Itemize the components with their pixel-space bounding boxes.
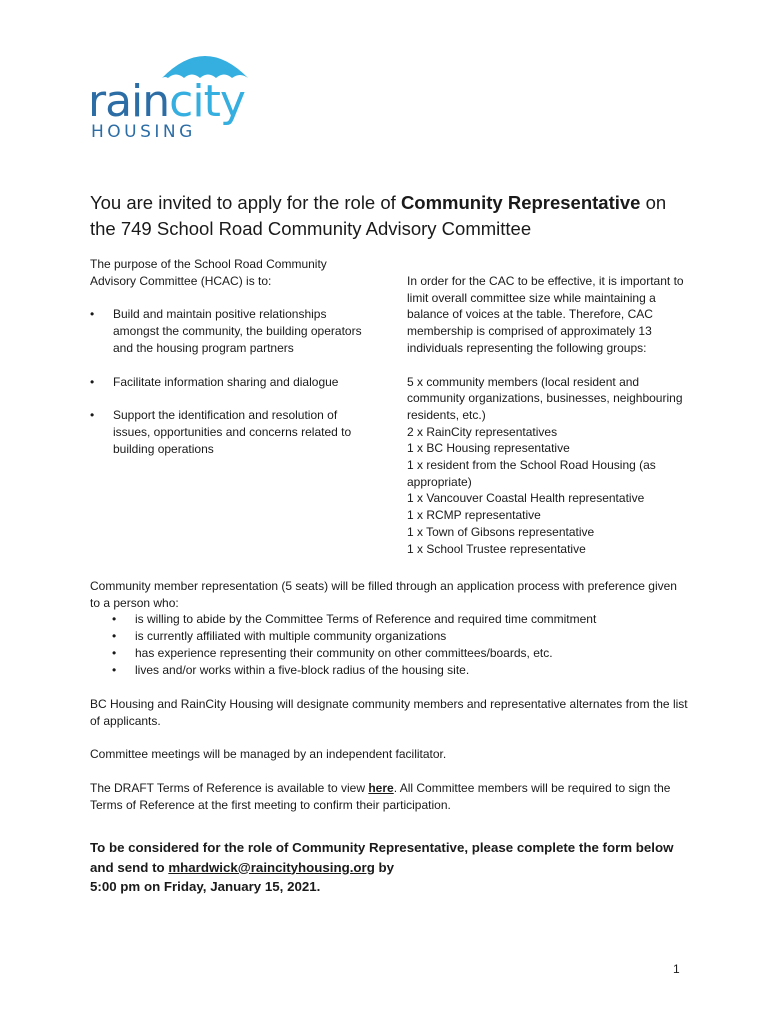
purpose-item: • Build and maintain positive relationships amongst the community, the building operators and the housing program partners <box>90 306 370 356</box>
membership-group: 5 x community members (local resident and community organizations, businesses, neighbouring residents, etc.) <box>407 374 683 422</box>
community-intro: Community member representation (5 seats) will be filled through an application process with preference given to a person who: <box>90 579 677 610</box>
membership-group: 2 x RainCity representatives <box>407 424 558 439</box>
designate-paragraph: BC Housing and RainCity Housing will designate community members and representative alternates from the list of applicants. <box>90 697 688 728</box>
page-title: You are invited to apply for the role of Community Representative on the 749 School Road Community Advisory Committee <box>90 192 667 239</box>
membership-group: 1 x Town of Gibsons representative <box>407 524 595 539</box>
logo-subtitle: HOUSING <box>91 122 196 142</box>
membership-group: 1 x RCMP representative <box>407 508 541 523</box>
call-to-action <box>90 838 690 897</box>
purpose-item: • Support the identification and resolution of issues, opportunities and concerns related to building operations <box>90 407 370 457</box>
logo-wordmark: raincity <box>88 76 245 127</box>
membership-group: 1 x BC Housing representative <box>407 441 570 456</box>
purpose-section <box>90 256 370 457</box>
community-criterion: • lives and/or works within a five-block radius of the housing site. <box>90 662 690 679</box>
membership-intro: In order for the CAC to be effective, it is important to limit overall committee size while maintaining a balance of voices at the table. Therefore, CAC membership is comprised of approximately 13 individuals representing the following groups: <box>407 274 684 355</box>
draft-paragraph: The DRAFT Terms of Reference is available to view here. All Committee members will be required to sign the Terms of Reference at the first meeting to confirm their participation. <box>90 781 671 812</box>
title-role: Community Representative <box>400 192 641 213</box>
email-link[interactable]: mhardwick@raincityhousing.org <box>168 859 375 875</box>
membership-group: 1 x School Trustee representative <box>407 541 586 556</box>
community-criterion: • is willing to abide by the Committee Terms of Reference and required time commitment <box>90 611 690 628</box>
raincity-housing-logo <box>86 44 246 144</box>
meetings-paragraph: Committee meetings will be managed by an independent facilitator. <box>90 747 447 761</box>
community-section <box>90 578 690 678</box>
page-number: 1 <box>673 962 680 976</box>
cta-line-1: To be considered for the role of Community Representative, please complete the form below <box>90 840 674 855</box>
terms-of-reference-link[interactable]: here <box>368 781 394 795</box>
cta-line-2: and send to mhardwick@raincityhousing.org by <box>90 859 395 875</box>
community-criterion: • is currently affiliated with multiple community organizations <box>90 628 690 645</box>
membership-group: 1 x resident from the School Road Housing (as appropriate) <box>407 458 656 489</box>
membership-group: 1 x Vancouver Coastal Health representative <box>407 491 645 506</box>
purpose-item: • Facilitate information sharing and dialogue <box>90 374 370 391</box>
cta-deadline: 5:00 pm on Friday, January 15, 2021. <box>90 879 321 894</box>
purpose-intro: The purpose of the School Road Community Advisory Committee (HCAC) is to: <box>90 257 327 288</box>
membership-groups <box>407 374 697 558</box>
membership-section <box>407 273 697 557</box>
community-criterion: • has experience representing their community on other committees/boards, etc. <box>90 645 690 662</box>
